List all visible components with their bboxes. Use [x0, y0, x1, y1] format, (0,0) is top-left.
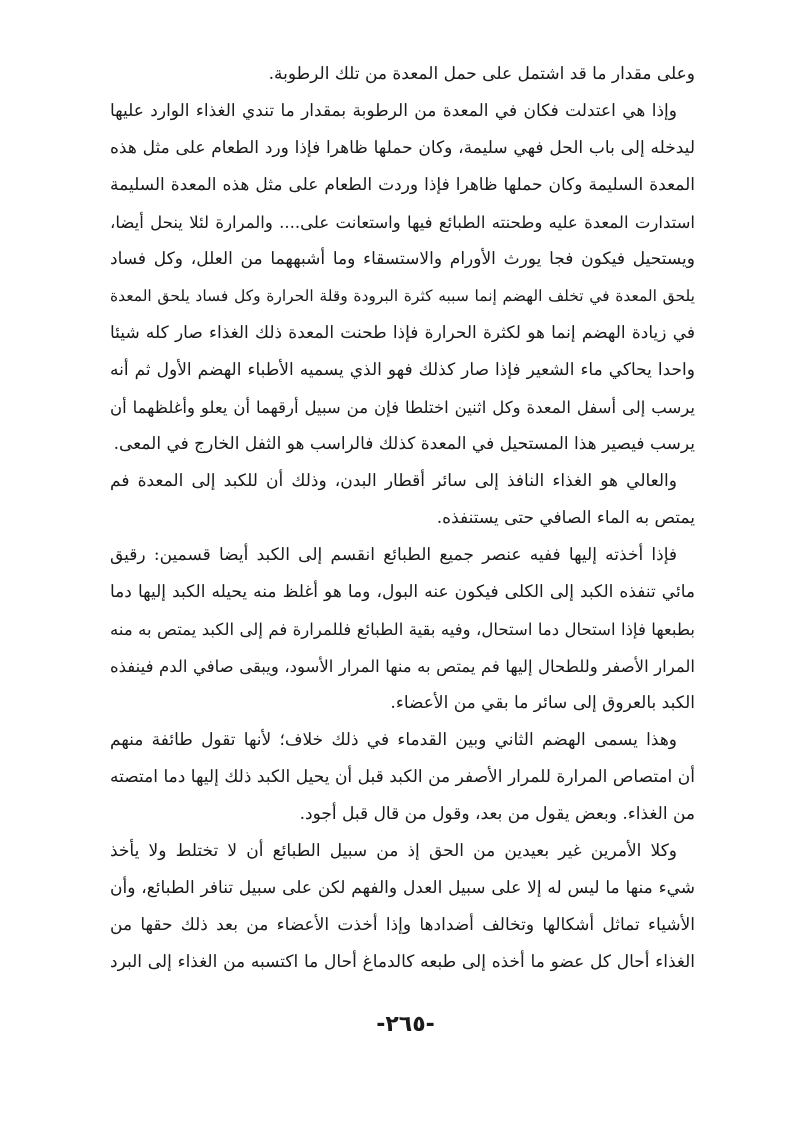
text-line: بطبعها فإذا استحال دما استحال، وفيه بقية الطبائع فللمرارة فم إلى الكبد يمتص به منه: [110, 620, 695, 639]
text-line: وهذا يسمى الهضم الثاني وبين القدماء في ذلك خلاف؛ لأنها تقول طائفة منهم: [110, 730, 677, 750]
text-line: الكبد بالعروق إلى سائر ما بقي من الأعضاء.: [390, 693, 695, 713]
text-line: ليدخله إلى باب الحل فهي سليمة، وكان حملها ظاهرا فإذا ورد الطعام على مثل هذه: [110, 138, 695, 158]
text-line: يرسب فيصير هذا المستحيل في المعدة كذلك فالراسب هو الثفل الخارج في المعى.: [113, 434, 695, 454]
text-line: وعلى مقدار ما قد اشتمل على حمل المعدة من تلك الرطوبة.: [268, 64, 695, 84]
text-line: المرار الأصفر وللطحال إليها فم يمتص به منها المرار الأسود، ويبقى صافي الدم فينفذه: [110, 657, 695, 676]
text-line: في زيادة الهضم إنما هو لكثرة الحرارة فإذا طحنت المعدة ذلك الغذاء صار كله شيئا: [110, 323, 695, 343]
text-line: وإذا هي اعتدلت فكان في المعدة من الرطوبة بمقدار ما تندي الغذاء الوارد عليها: [110, 101, 677, 121]
text-line: يرسب إلى أسفل المعدة وكل اثنين اختلطا فإن من سبيل أرقهما أن يعلو وأغلظهما أن: [110, 398, 695, 417]
text-line: الغذاء أحال كل عضو ما أخذه إلى طبعه كالدماغ أحال ما اكتسبه من الغذاء إلى البرد: [110, 952, 695, 972]
text-line: الأشياء تماثل أشكالها وتخالف أضدادها وإذا أخذت الأعضاء من بعد ذلك حقها من: [110, 915, 695, 935]
text-line: يمتص به الماء الصافي حتى يستنفذه.: [436, 508, 695, 528]
text-line: يلحق المعدة في تخلف الهضم إنما سببه كثرة البرودة وقلة الحرارة وكل فساد يلحق المعدة: [110, 287, 695, 305]
body-text: [110, 56, 695, 981]
text-line: فإذا أخذته إليها ففيه عنصر جميع الطبائع انقسم إلى الكبد أيضا قسمين: رقيق: [110, 545, 677, 565]
text-line: شيء منها ما ليس له إلا على سبيل العدل والفهم لكن على سبيل تنافر الطبائع، وأن: [110, 878, 695, 898]
text-line: من الغذاء. وبعض يقول من بعد، وقول من قال قبل أجود.: [299, 804, 695, 824]
text-line: المعدة السليمة وكان حملها ظاهرا فإذا وردت الطعام على مثل هذه المعدة السليمة: [110, 175, 695, 195]
text-line: أن امتصاص المرارة للمرار الأصفر من الكبد قبل أن يحيل الكبد ذلك إليها دما امتصته: [110, 767, 695, 787]
text-line: وكلا الأمرين غير بعيدين من الحق إذ من سبيل الطبائع أن لا تختلط ولا يأخذ: [110, 841, 677, 861]
text-line: واحدا يحاكي ماء الشعير فإذا صار كذلك فهو الذي يسميه الأطباء الهضم الأول ثم أنه: [110, 360, 695, 380]
text-line: والعالي هو الغذاء النافذ إلى سائر أقطار البدن، وذلك أن للكبد إلى المعدة فم: [110, 471, 677, 491]
text-line: مائي تنفذه الكبد إلى الكلى فيكون عنه البول، وما هو أغلظ منه يحيله الكبد إليها دما: [110, 582, 695, 602]
text-line: استدارت المعدة عليه وطحنته الطبائع فيها واستعانت على.... والمرارة لئلا ينحل أيضا،: [110, 213, 695, 232]
text-line: ويستحيل فيكون فجا يورث الأورام والاستسقاء وما أشبههما من العلل، وكل فساد: [110, 249, 695, 269]
page-number: -٢٦٥-: [376, 1012, 435, 1037]
